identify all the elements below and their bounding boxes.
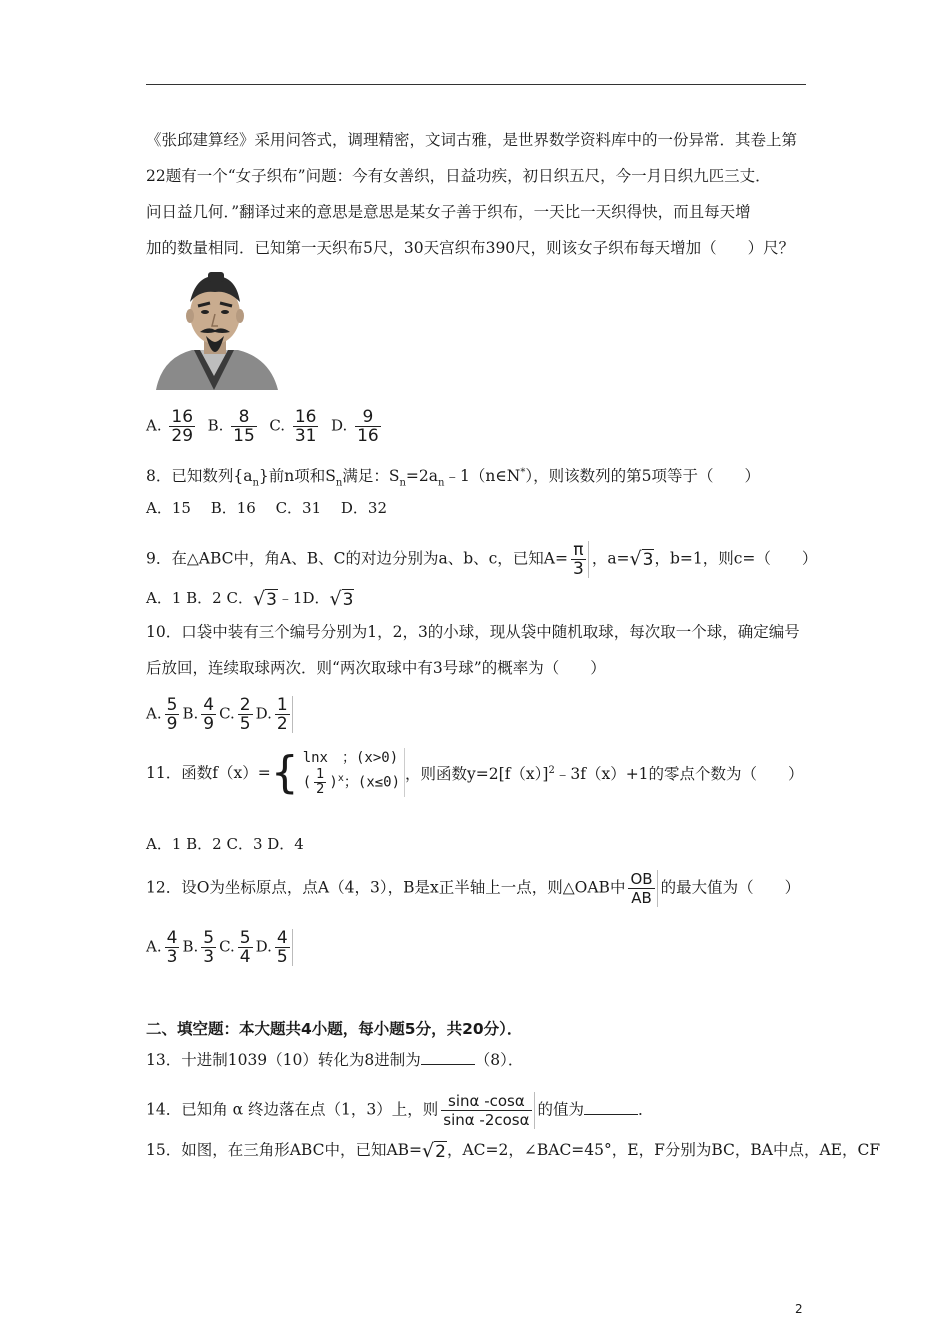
q15-radicand: 2 (435, 1141, 446, 1162)
q9-stem-part: 9．在△ABC中，角A、B、C的对边分别为a、b、c，已知A= (146, 549, 568, 568)
q10-option-b-fraction (201, 696, 216, 733)
intro-line-4: 加的数量相同．已知第一天织布5尺，30天宫织布390尺，则该女子织布每天增加（ ）尺？ (146, 239, 795, 257)
q12-ratio-denominator: AB (631, 889, 652, 907)
q11-stem-part: 11．函数f（x）= (146, 763, 271, 782)
q9-pi-numerator: π (571, 541, 586, 560)
q12-option-c-fraction (238, 929, 253, 966)
q7-option-a-label: A. (146, 416, 162, 435)
q10-a-denominator: 9 (166, 714, 178, 734)
scholar-portrait-image (148, 272, 282, 390)
piecewise-brace-icon: { (270, 746, 299, 798)
q10-a-numerator: 5 (166, 695, 178, 715)
q14-answer-blank[interactable] (584, 1100, 638, 1115)
q8-options: A．15 B．16 C．31 D．32 (146, 499, 388, 517)
q11-superscript: 2 (548, 764, 555, 776)
q8-subscript: n (252, 477, 259, 489)
q12-a-denominator: 3 (166, 947, 178, 967)
q10-d-numerator: 1 (276, 695, 288, 715)
q8-subscript: n (438, 477, 445, 489)
q8-stem (146, 463, 760, 493)
q9-radicand: 3 (642, 550, 654, 570)
q9-options-part: ﹣1D． (277, 589, 330, 607)
q10-option-a-fraction (165, 696, 180, 733)
header-rule (146, 84, 806, 85)
q14-stem-part: 的值为 (537, 1100, 585, 1119)
q10-line-1: 10．口袋中装有三个编号分别为1，2，3的小球，现从袋中随机取球，每次取一个球，确定编号 (146, 623, 800, 641)
q12-option-b-label: B. (182, 937, 199, 956)
q9-angle-fraction (571, 541, 589, 578)
q12-d-denominator: 5 (276, 947, 288, 967)
q15-stem (146, 1140, 880, 1162)
q9-option-sqrt: √3 (252, 587, 277, 610)
q9-stem-part: ，b=1，则c=（ ） (654, 549, 818, 568)
q9-options-part: A．1 B．2 C． (146, 589, 253, 607)
q10-option-a-label: A. (146, 704, 162, 723)
q12-options (146, 929, 296, 966)
q8-subscript: n (335, 477, 343, 489)
q9-stem (146, 541, 817, 578)
q12-c-denominator: 4 (239, 947, 251, 967)
q11-stem-part: ﹣3f（x）+1的零点个数为（ ） (554, 765, 804, 784)
q10-option-d-label: D. (255, 704, 272, 723)
q13-answer-blank[interactable] (421, 1050, 475, 1065)
q11-case-2: ( $\frac{1}{2}$ )$^x$；(x≤0) (302, 767, 401, 797)
q7-option-a-fraction (169, 408, 195, 445)
q12-stem (146, 870, 800, 907)
q10-option-c-fraction (238, 696, 253, 733)
q14-stem-part: 14．已知角 α 终边落在点（1，3）上，则 (146, 1100, 439, 1119)
q7-option-b-label: B. (207, 416, 224, 435)
q10-options (146, 696, 296, 733)
q8-stem-part: =2a (405, 467, 439, 486)
q7-c-denominator: 31 (294, 426, 317, 446)
q7-option-b-fraction (231, 408, 257, 445)
q11-stem-part: ，则函数y=2[f（x）] (405, 765, 549, 784)
q12-option-a-fraction (165, 929, 180, 966)
q12-b-denominator: 3 (203, 947, 215, 967)
q7-a-numerator: 16 (171, 407, 194, 427)
q14-trig-fraction (441, 1092, 534, 1129)
q14-stem (146, 1092, 654, 1129)
q10-c-numerator: 2 (239, 695, 251, 715)
q11-base-denominator: 2 (316, 782, 325, 797)
q11-base-numerator: 1 (316, 767, 325, 782)
q9-sqrt: √3 (629, 548, 654, 570)
q12-option-a-label: A. (146, 937, 162, 956)
q10-line-2: 后放回，连续取球两次．则“两次取球中有3号球”的概率为（ ） (146, 659, 606, 677)
q11-options: A．1 B．2 C．3 D．4 (146, 835, 304, 853)
q10-b-numerator: 4 (203, 695, 215, 715)
intro-line-3: 问日益几何．”翻译过来的意思是意思是某女子善于织布，一天比一天织得快，而且每天增 (146, 203, 751, 221)
q12-c-numerator: 5 (239, 928, 251, 948)
q7-option-c-fraction (293, 408, 319, 445)
q12-stem-part: 12．设O为坐标原点，点A（4，3），B是x正半轴上一点，则△OAB中 (146, 878, 626, 897)
q10-d-denominator: 2 (276, 714, 288, 734)
q8-stem-part: ﹣1（n∈N (444, 467, 521, 486)
q9-options (146, 588, 354, 610)
q8-subscript: n (399, 477, 406, 489)
q12-option-b-fraction (201, 929, 216, 966)
q7-d-numerator: 9 (355, 408, 381, 427)
q7-b-denominator: 15 (233, 426, 255, 446)
q13-stem (146, 1050, 523, 1070)
q7-d-denominator: 16 (357, 426, 379, 446)
q13-stem-part: 13．十进制1039（10）转化为8进制为 (146, 1051, 421, 1069)
q11-piecewise-cases (299, 748, 405, 797)
q11-exponent: x (337, 772, 344, 784)
q7-c-numerator: 16 (294, 407, 317, 427)
q7-b-numerator: 8 (231, 408, 257, 427)
q12-stem-part: 的最大值为（ ） (660, 878, 801, 897)
q12-ratio-fraction (628, 870, 657, 907)
q8-stem-part: 8．已知数列{a (146, 467, 253, 486)
q7-option-d-label: D. (331, 416, 348, 435)
q15-stem-part: 15．如图，在三角形ABC中，已知AB= (146, 1141, 423, 1159)
q10-c-denominator: 5 (239, 714, 251, 734)
q10-b-denominator: 9 (203, 714, 215, 734)
q7-option-c-label: C. (269, 416, 286, 435)
intro-line-2: 22题有一个“女子织布”问题：今有女善织，日益功疾，初日织五尺，今一月日织九匹三丈． (146, 167, 771, 185)
q10-option-c-label: C. (219, 704, 235, 723)
q11-case-2-condition: ；(x≤0) (343, 774, 401, 791)
q8-stem-part: }前n项和S (258, 467, 336, 486)
q14-denominator: sinα -2cosα (443, 1111, 530, 1129)
q12-a-numerator: 4 (166, 928, 178, 948)
q14-numerator: sinα -cosα (441, 1092, 531, 1111)
page-number: 2 (795, 1302, 803, 1316)
q11-case-2-base (314, 768, 326, 797)
q12-b-numerator: 5 (203, 928, 215, 948)
q13-stem-part: （8）． (474, 1051, 524, 1069)
q9-stem-part: ，a= (591, 549, 630, 568)
q12-d-numerator: 4 (276, 928, 288, 948)
q12-option-d-label: D. (255, 937, 272, 956)
q9-option-sqrt: √3 (329, 587, 354, 610)
q14-stem-part: ． (638, 1100, 654, 1119)
q10-option-b-label: B. (182, 704, 199, 723)
q7-a-denominator: 29 (171, 426, 194, 446)
q11-stem (146, 748, 804, 797)
q8-superscript: * (520, 467, 526, 478)
q10-option-d-fraction (275, 696, 293, 733)
section-heading-fill-in: 二、填空题：本大题共4小题，每小题5分，共20分）． (146, 1020, 523, 1038)
q8-stem-part: 满足：S (342, 467, 400, 486)
intro-line-1: 《张邱建算经》采用问答式，调理精密，文词古雅，是世界数学资料库中的一份异常．其卷上第 (146, 131, 798, 149)
q11-case-1: lnx ；(x>0) (302, 750, 399, 766)
q7-options (146, 408, 384, 445)
q15-stem-part: ，AC=2，∠BAC=45°，E，F分别为BC，BA中点，AE，CF (446, 1141, 881, 1159)
q7-option-d-fraction (355, 408, 381, 445)
q12-ratio-numerator: OB (630, 870, 653, 888)
q11-stem-rest (405, 761, 804, 784)
q15-sqrt: √2 (422, 1139, 446, 1162)
q9-option-radicand: 3 (266, 589, 277, 610)
q12-option-d-fraction (275, 929, 293, 966)
q12-option-c-label: C. (219, 937, 235, 956)
q9-pi-denominator: 3 (572, 559, 584, 579)
q8-stem-part: ），则该数列的第5项等于（ ） (525, 467, 760, 486)
q9-option-radicand: 3 (342, 589, 354, 610)
